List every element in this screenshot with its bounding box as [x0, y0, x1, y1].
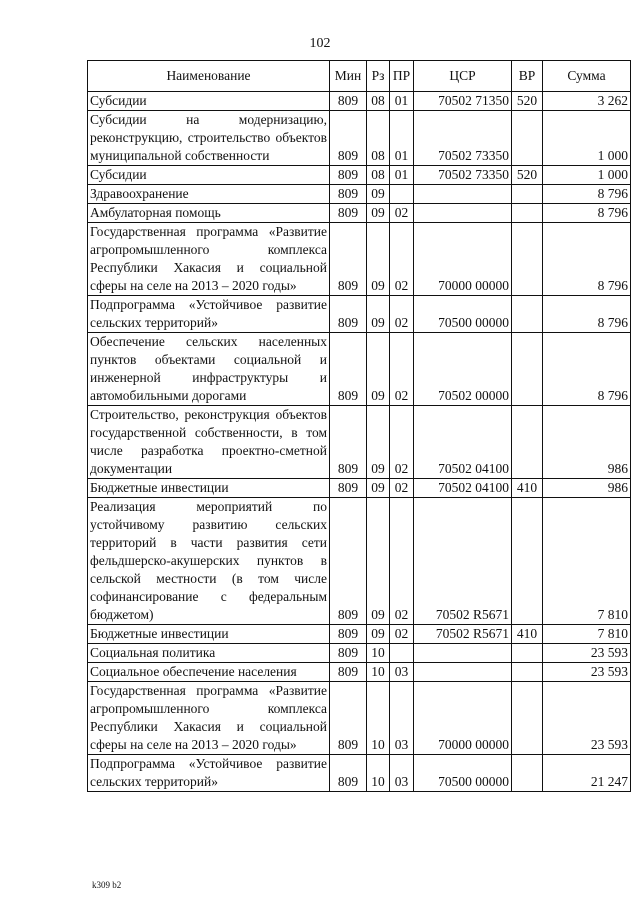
row-vr: [512, 406, 543, 479]
row-pr: 02: [390, 333, 414, 406]
row-sum: 8 796: [543, 296, 631, 333]
table-row: [88, 682, 631, 755]
table-row: [88, 625, 631, 644]
row-min: 809: [330, 625, 367, 644]
table-row: [88, 92, 631, 111]
budget-table: [87, 60, 631, 792]
row-vr: 520: [512, 92, 543, 111]
row-csr: 70502 73350: [414, 111, 512, 166]
row-rz: 10: [367, 644, 390, 663]
row-csr: 70502 71350: [414, 92, 512, 111]
header-sum: Сумма: [543, 61, 631, 92]
table-row: [88, 644, 631, 663]
footer-code: k309 b2: [92, 880, 122, 890]
row-csr: 70000 00000: [414, 682, 512, 755]
row-rz: 09: [367, 185, 390, 204]
row-sum: 23 593: [543, 644, 631, 663]
row-pr: 01: [390, 92, 414, 111]
row-pr: 02: [390, 625, 414, 644]
row-name: Реализация мероприятий по устойчивому развитию сельских территорий в части развития сети фельдшерско-акушерских пунктов в сельской местности (в том числе софинансирование с федеральным бюджетом): [88, 498, 330, 625]
table-row: [88, 296, 631, 333]
row-pr: 03: [390, 755, 414, 792]
row-pr: 01: [390, 166, 414, 185]
row-vr: [512, 682, 543, 755]
row-rz: 09: [367, 296, 390, 333]
row-csr: 70500 00000: [414, 755, 512, 792]
row-csr: 70500 00000: [414, 296, 512, 333]
header-row: [88, 61, 631, 92]
row-vr: [512, 185, 543, 204]
table-row: [88, 204, 631, 223]
row-min: 809: [330, 498, 367, 625]
row-name: Здравоохранение: [88, 185, 330, 204]
header-csr: ЦСР: [414, 61, 512, 92]
row-min: 809: [330, 755, 367, 792]
row-rz: 08: [367, 111, 390, 166]
row-csr: 70502 04100: [414, 479, 512, 498]
row-min: 809: [330, 92, 367, 111]
table-row: [88, 333, 631, 406]
row-sum: 21 247: [543, 755, 631, 792]
row-name: Строительство, реконструкция объектов государственной собственности, в том числе разработка проектно-сметной документации: [88, 406, 330, 479]
row-sum: 986: [543, 406, 631, 479]
row-sum: 23 593: [543, 682, 631, 755]
row-sum: 8 796: [543, 185, 631, 204]
row-pr: 01: [390, 111, 414, 166]
row-rz: 10: [367, 682, 390, 755]
table-row: [88, 223, 631, 296]
row-min: 809: [330, 333, 367, 406]
row-pr: 02: [390, 223, 414, 296]
row-sum: 23 593: [543, 663, 631, 682]
table-row: [88, 185, 631, 204]
row-rz: 09: [367, 498, 390, 625]
row-rz: 09: [367, 204, 390, 223]
row-vr: [512, 204, 543, 223]
row-name: Субсидии на модернизацию, реконструкцию, строительство объектов муниципальной собственности: [88, 111, 330, 166]
table-body: [88, 92, 631, 792]
row-rz: 10: [367, 755, 390, 792]
row-min: 809: [330, 185, 367, 204]
row-min: 809: [330, 479, 367, 498]
row-vr: [512, 333, 543, 406]
table-row: [88, 111, 631, 166]
row-sum: 986: [543, 479, 631, 498]
row-vr: [512, 498, 543, 625]
row-vr: [512, 755, 543, 792]
row-rz: 09: [367, 406, 390, 479]
row-csr: [414, 663, 512, 682]
row-rz: 08: [367, 92, 390, 111]
row-vr: 410: [512, 625, 543, 644]
row-vr: [512, 111, 543, 166]
row-sum: 1 000: [543, 111, 631, 166]
row-name: Государственная программа «Развитие агропромышленного комплекса Республики Хакасия и социальной сферы на селе на 2013 – 2020 годы»: [88, 682, 330, 755]
row-rz: 09: [367, 333, 390, 406]
row-rz: 10: [367, 663, 390, 682]
row-sum: 8 796: [543, 204, 631, 223]
row-sum: 7 810: [543, 498, 631, 625]
row-csr: [414, 185, 512, 204]
row-rz: 08: [367, 166, 390, 185]
header-pr: ПР: [390, 61, 414, 92]
row-sum: 8 796: [543, 333, 631, 406]
row-name: Субсидии: [88, 92, 330, 111]
row-name: Подпрограмма «Устойчивое развитие сельских территорий»: [88, 755, 330, 792]
row-rz: 09: [367, 625, 390, 644]
row-min: 809: [330, 166, 367, 185]
row-min: 809: [330, 644, 367, 663]
page-number: 102: [309, 36, 331, 51]
row-vr: [512, 223, 543, 296]
header-min: Мин: [330, 61, 367, 92]
row-pr: 02: [390, 296, 414, 333]
row-csr: 70502 00000: [414, 333, 512, 406]
table-row: [88, 755, 631, 792]
table-row: [88, 498, 631, 625]
header-name: Наименование: [88, 61, 330, 92]
row-name: Социальное обеспечение населения: [88, 663, 330, 682]
table-header: [88, 61, 631, 92]
header-rz: Рз: [367, 61, 390, 92]
row-csr: 70502 04100: [414, 406, 512, 479]
row-csr: 70502 73350: [414, 166, 512, 185]
row-name: Бюджетные инвестиции: [88, 479, 330, 498]
row-vr: [512, 296, 543, 333]
row-min: 809: [330, 296, 367, 333]
row-csr: 70502 R5671: [414, 498, 512, 625]
row-pr: 03: [390, 682, 414, 755]
row-pr: 02: [390, 498, 414, 625]
row-vr: 520: [512, 166, 543, 185]
row-min: 809: [330, 663, 367, 682]
row-pr: 02: [390, 479, 414, 498]
row-csr: [414, 204, 512, 223]
row-name: Субсидии: [88, 166, 330, 185]
row-pr: 03: [390, 663, 414, 682]
row-min: 809: [330, 204, 367, 223]
row-name: Бюджетные инвестиции: [88, 625, 330, 644]
row-csr: 70502 R5671: [414, 625, 512, 644]
row-name: Государственная программа «Развитие агропромышленного комплекса Республики Хакасия и социальной сферы на селе на 2013 – 2020 годы»: [88, 223, 330, 296]
row-vr: [512, 663, 543, 682]
row-vr: 410: [512, 479, 543, 498]
row-pr: 02: [390, 406, 414, 479]
row-sum: 1 000: [543, 166, 631, 185]
table-row: [88, 406, 631, 479]
row-sum: 7 810: [543, 625, 631, 644]
row-min: 809: [330, 223, 367, 296]
row-min: 809: [330, 111, 367, 166]
row-rz: 09: [367, 479, 390, 498]
row-name: Подпрограмма «Устойчивое развитие сельских территорий»: [88, 296, 330, 333]
row-csr: [414, 644, 512, 663]
row-pr: [390, 644, 414, 663]
row-csr: 70000 00000: [414, 223, 512, 296]
header-vr: ВР: [512, 61, 543, 92]
row-min: 809: [330, 682, 367, 755]
row-name: Амбулаторная помощь: [88, 204, 330, 223]
row-name: Обеспечение сельских населенных пунктов объектами социальной и инженерной инфраструктуры и автомобильными дорогами: [88, 333, 330, 406]
row-sum: 8 796: [543, 223, 631, 296]
table-row: [88, 166, 631, 185]
row-pr: [390, 185, 414, 204]
row-rz: 09: [367, 223, 390, 296]
row-vr: [512, 644, 543, 663]
row-pr: 02: [390, 204, 414, 223]
table-row: [88, 663, 631, 682]
row-name: Социальная политика: [88, 644, 330, 663]
row-min: 809: [330, 406, 367, 479]
table-row: [88, 479, 631, 498]
row-sum: 3 262: [543, 92, 631, 111]
